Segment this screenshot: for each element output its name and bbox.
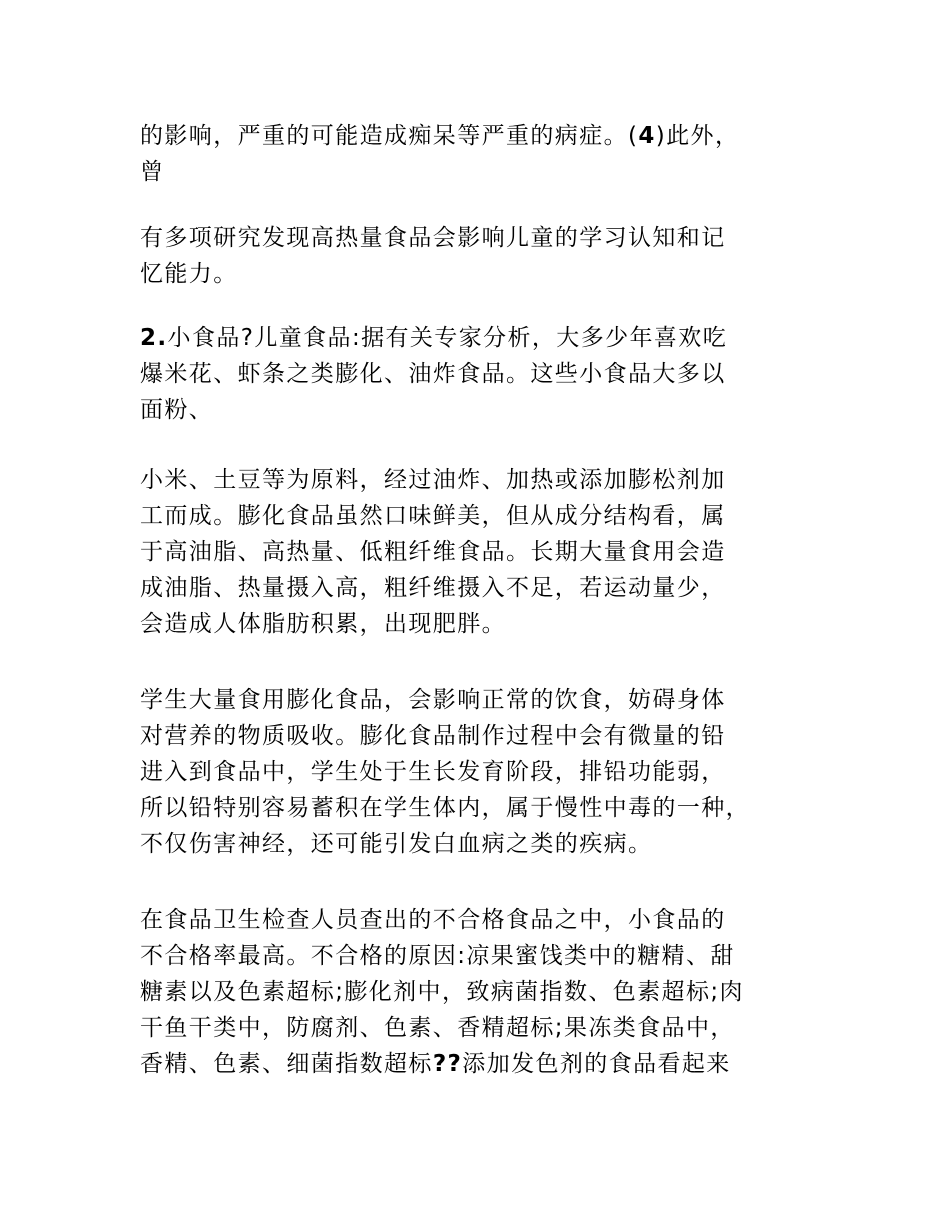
text-line: 香精、色素、细菌指数超标??添加发色剂的食品看起来	[140, 1051, 731, 1077]
text-line: 爆米花、虾条之类膨化、油炸食品。这些小食品大多以	[140, 361, 726, 387]
text-line: 糖素以及色素超标;膨化剂中，致病菌指数、色素超标;肉	[140, 979, 744, 1005]
text-line: 在食品卫生检查人员查出的不合格食品之中，小食品的	[140, 907, 726, 933]
text-line: 进入到食品中，学生处于生长发育阶段，排铅功能弱，	[140, 759, 726, 785]
text-line: 会造成人体脂肪积累，出现肥胖。	[140, 611, 506, 637]
paragraph-5	[140, 682, 820, 862]
text-line: 干鱼干类中，防腐剂、色素、香精超标;果冻类食品中，	[140, 1015, 735, 1041]
text-line: 所以铅特别容易蓄积在学生体内，属于慢性中毒的一种，	[140, 795, 750, 821]
text-line: 忆能力。	[140, 261, 238, 287]
text-line: 不合格率最高。不合格的原因:凉果蜜饯类中的糖精、甜	[140, 943, 735, 969]
paragraph-4	[140, 462, 820, 642]
paragraph-6	[140, 902, 820, 1082]
paragraph-3	[140, 320, 820, 428]
text-line: 面粉、	[140, 397, 214, 423]
text-line: 对营养的物质吸收。膨化食品制作过程中会有微量的铅	[140, 723, 726, 749]
paragraph-2	[140, 220, 820, 292]
text-line: 成油脂、热量摄入高，粗纤维摄入不足，若运动量少，	[140, 575, 726, 601]
text-line: 于高油脂、高热量、低粗纤维食品。长期大量食用会造	[140, 539, 726, 565]
text-line: 曾	[140, 159, 165, 185]
paragraph-1	[140, 118, 820, 190]
text-line: 小米、土豆等为原料，经过油炸、加热或添加膨松剂加	[140, 467, 726, 493]
text-line: 的影响，严重的可能造成痴呆等严重的病症。(4)此外，	[140, 123, 740, 149]
text-line: 2.小食品?儿童食品:据有关专家分析，大多少年喜欢吃	[140, 325, 728, 351]
text-line: 工而成。膨化食品虽然口味鲜美，但从成分结构看，属	[140, 503, 726, 529]
text-line: 有多项研究发现高热量食品会影响儿童的学习认知和记	[140, 225, 726, 251]
text-line: 学生大量食用膨化食品，会影响正常的饮食，妨碍身体	[140, 687, 726, 713]
text-line: 不仅伤害神经，还可能引发白血病之类的疾病。	[140, 831, 653, 857]
